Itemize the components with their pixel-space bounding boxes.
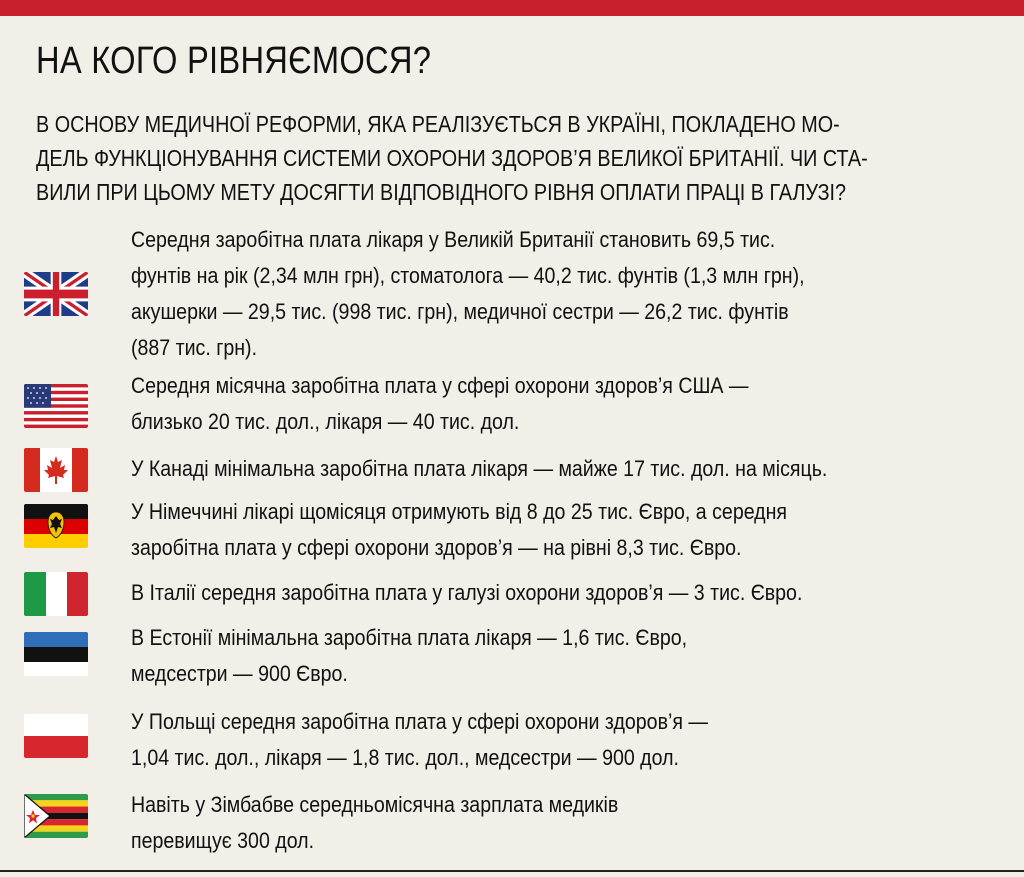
lead-paragraph: [36, 107, 982, 209]
uk-flag-icon: [24, 272, 88, 316]
item-line: фунтів на рік (2,34 млн грн), стоматолога — 40,2 тис. фунтів (1,3 млн грн),: [131, 263, 805, 288]
item-line: 1,04 тис. дол., лікаря — 1,8 тис. дол., медсестри — 900 дол.: [131, 745, 679, 770]
item-line: В Естонії мінімальна заробітна плата лікаря — 1,6 тис. Євро,: [131, 625, 688, 650]
item-line: У Канаді мінімальна заробітна плата лікаря — майже 17 тис. дол. на місяць.: [131, 456, 828, 481]
item-line: (887 тис. грн).: [131, 335, 258, 360]
item-text: [131, 222, 1021, 366]
item-line: медсестри — 900 Євро.: [131, 661, 348, 686]
item-line: акушерки — 29,5 тис. (998 тис. грн), медичної сестри — 26,2 тис. фунтів: [131, 299, 789, 324]
italy-flag-icon: [24, 572, 88, 616]
item-text: [131, 494, 1021, 566]
bottom-divider: [0, 870, 1024, 872]
zimbabwe-flag-icon: [24, 794, 88, 838]
poland-flag-icon: [24, 714, 88, 758]
item-text: [131, 451, 1021, 487]
canada-flag-icon: [24, 448, 88, 492]
item-line: близько 20 тис. дол., лікаря — 40 тис. дол.: [131, 409, 520, 434]
item-text: [131, 620, 1021, 692]
item-text: [131, 368, 1021, 440]
item-line: Середня місячна заробітна плата у сфері охорони здоров’я США —: [131, 373, 749, 398]
item-text: [131, 704, 1021, 776]
item-line: В Італії середня заробітна плата у галузі охорони здоров’я — 3 тис. Євро.: [131, 580, 803, 605]
item-line: У Польщі середня заробітна плата у сфері охорони здоров’я —: [131, 709, 708, 734]
lead-line: ДЕЛЬ ФУНКЦІОНУВАННЯ СИСТЕМИ ОХОРОНИ ЗДОРОВ’Я ВЕЛИКОЇ БРИТАНІЇ. ЧИ СТА-: [36, 145, 868, 171]
usa-flag-icon: [24, 384, 88, 428]
estonia-flag-icon: [24, 632, 88, 676]
page-title: НА КОГО РІВНЯЄМОСЯ?: [36, 40, 432, 82]
item-line: У Німеччині лікарі щомісяця отримують від 8 до 25 тис. Євро, а середня: [131, 499, 788, 524]
item-line: перевищує 300 дол.: [131, 828, 315, 853]
lead-line: В ОСНОВУ МЕДИЧНОЇ РЕФОРМИ, ЯКА РЕАЛІЗУЄТЬСЯ В УКРАЇНІ, ПОКЛАДЕНО МО-: [36, 111, 840, 137]
item-line: заробітна плата у сфері охорони здоров’я — на рівні 8,3 тис. Євро.: [131, 535, 742, 560]
item-line: Середня заробітна плата лікаря у Великій Британії становить 69,5 тис.: [131, 227, 776, 252]
top-accent-bar: [0, 0, 1024, 16]
germany-flag-icon: [24, 504, 88, 548]
item-text: [131, 787, 1021, 859]
item-line: Навіть у Зімбабве середньомісячна зарплата медиків: [131, 792, 619, 817]
lead-line: ВИЛИ ПРИ ЦЬОМУ МЕТУ ДОСЯГТИ ВІДПОВІДНОГО РІВНЯ ОПЛАТИ ПРАЦІ В ГАЛУЗІ?: [36, 179, 847, 205]
item-text: [131, 575, 1021, 611]
